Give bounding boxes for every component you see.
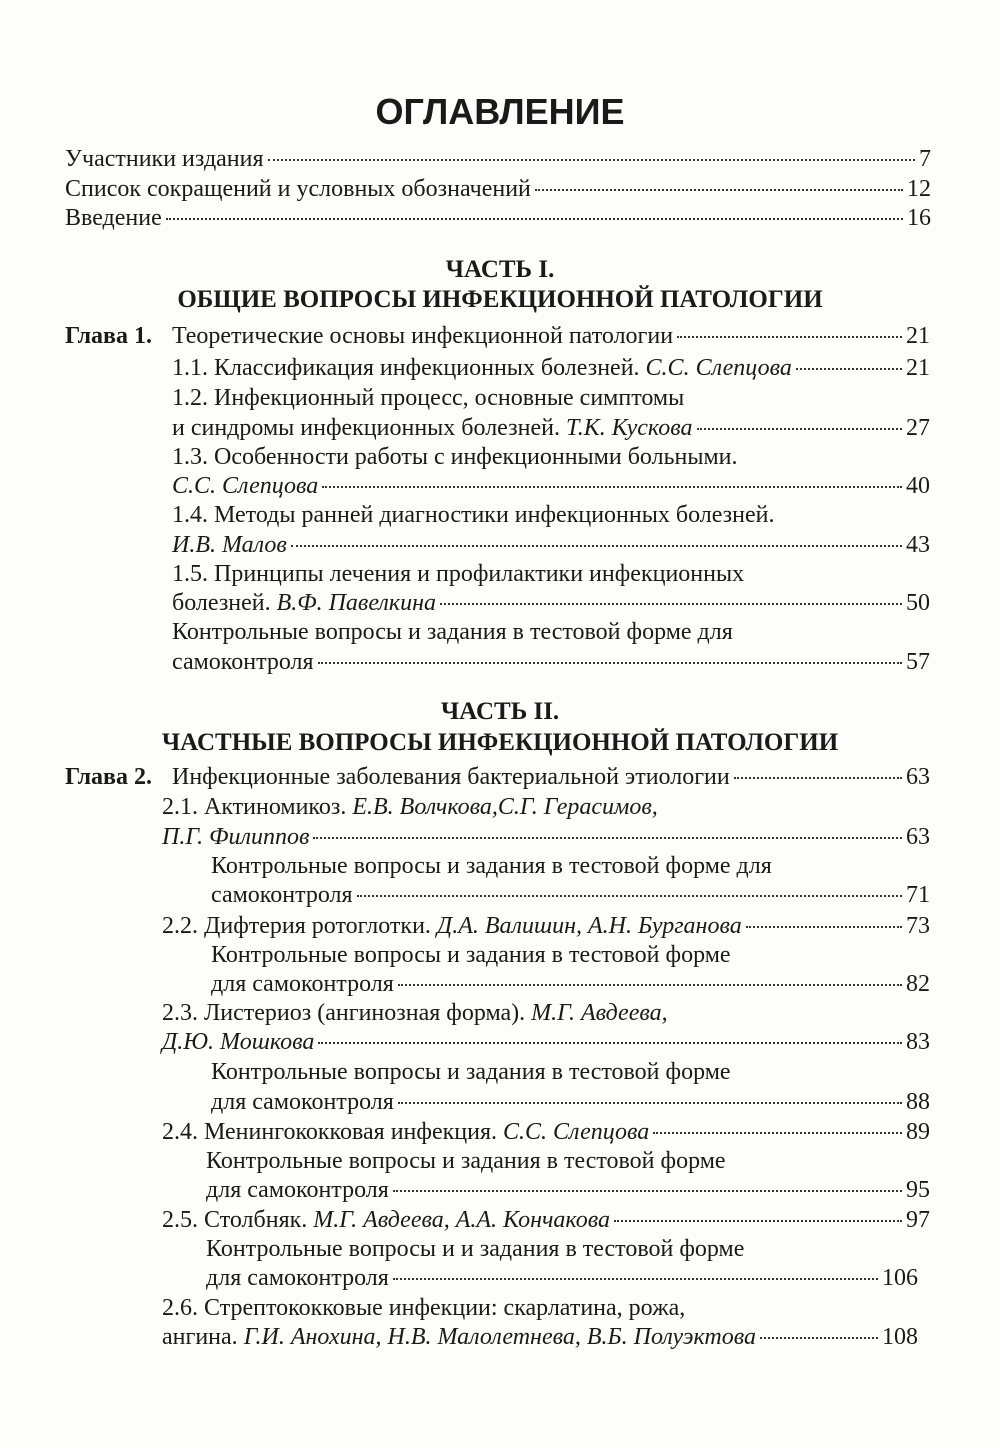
author: Д.А. Валишин, А.Н. Бурганова — [436, 913, 742, 939]
toc-entry-section[interactable] — [172, 472, 930, 501]
page-number: 83 — [906, 1029, 930, 1055]
part-label: ЧАСТЬ I. — [445, 256, 555, 283]
section-title: Контрольные вопросы и задания в тестовой форме для — [211, 853, 772, 879]
page-number: 82 — [906, 971, 930, 997]
page-number: 95 — [906, 1177, 930, 1203]
author: С.С. Слепцова — [172, 473, 319, 499]
toc-entry-subsection[interactable]: для самоконтроля 82 — [211, 971, 930, 997]
section-title: 1.2. Инфекционный процесс, основные симптомы — [172, 385, 685, 411]
page-number: 21 — [906, 323, 930, 349]
author: Т.К. Кускова — [565, 415, 693, 441]
toc-entry-chapter[interactable]: Теоретические основы инфекционной патологии 21 — [172, 323, 930, 349]
page-number: 27 — [906, 415, 930, 441]
part-title: ЧАСТНЫЕ ВОПРОСЫ ИНФЕКЦИОННОЙ ПАТОЛОГИИ — [161, 729, 839, 756]
toc-entry-section[interactable]: и синдромы инфекционных болезней. Т.К. Кускова 27 — [172, 415, 930, 441]
page-number: 63 — [906, 824, 930, 850]
toc-entry-section[interactable]: болезней. В.Ф. Павелкина 50 — [172, 590, 930, 616]
page-number: 88 — [906, 1089, 930, 1115]
section-title: Контрольные вопросы и задания в тестовой форме для — [172, 619, 733, 645]
page-number: 21 — [906, 355, 930, 381]
page-number: 7 — [919, 146, 931, 172]
page-number: 106 — [882, 1265, 918, 1291]
toc-entry-section[interactable] — [162, 823, 930, 852]
chapter-label: Глава 2. — [65, 764, 152, 790]
author: И.В. Малов — [172, 532, 287, 558]
section-title: Контрольные вопросы и задания в тестовой форме — [211, 942, 731, 968]
section-title: 1.3. Особенности работы с инфекционными больными. — [172, 444, 738, 470]
author: Д.Ю. Мошкова — [162, 1029, 315, 1055]
toc-entry-section[interactable]: самоконтроля 57 — [172, 649, 930, 675]
toc-entry-section[interactable]: 2.4. Менингококковая инфекция. С.С. Слепцова 89 — [162, 1119, 930, 1145]
author: М.Г. Авдеева, — [531, 1000, 668, 1026]
author: С.С. Слепцова — [502, 1119, 650, 1145]
author: М.Г. Авдеева, А.А. Кончакова — [313, 1207, 610, 1233]
page-number: 97 — [906, 1207, 930, 1233]
toc-entry-section[interactable] — [162, 1028, 930, 1057]
page-number: 89 — [906, 1119, 930, 1145]
part-title: ОБЩИЕ ВОПРОСЫ ИНФЕКЦИОННОЙ ПАТОЛОГИИ — [177, 286, 823, 313]
page-number: 16 — [907, 205, 931, 231]
page-number: 57 — [906, 649, 930, 675]
section-title: 2.1. Актиномикоз. Е.В. Волчкова,С.Г. Герасимов, — [162, 794, 658, 820]
author: П.Г. Филиппов — [162, 824, 310, 850]
toc-entry-section[interactable]: ангина. Г.И. Анохина, Н.В. Малолетнева, В.Б. Полуэктова 108 — [162, 1324, 918, 1350]
toc-entry-chapter[interactable]: Инфекционные заболевания бактериальной этиологии 63 — [172, 764, 930, 790]
page-number: 73 — [906, 913, 930, 939]
section-title: 2.6. Стрептококковые инфекции: скарлатина, рожа, — [162, 1295, 686, 1321]
toc-entry[interactable]: Введение 16 — [65, 205, 931, 231]
author: В.Ф. Павелкина — [276, 590, 437, 616]
toc-entry-subsection[interactable]: самоконтроля 71 — [211, 882, 930, 908]
section-title: 1.4. Методы ранней диагностики инфекционных болезней. — [172, 502, 775, 528]
page-number: 108 — [882, 1324, 918, 1350]
author: С.С. Слепцова — [645, 355, 792, 381]
section-title: 2.3. Листериоз (ангинозная форма). М.Г. Авдеева, — [162, 1000, 668, 1026]
page-number: 40 — [906, 473, 930, 499]
page-number: 12 — [907, 176, 931, 202]
section-title: 1.5. Принципы лечения и профилактики инфекционных — [172, 561, 745, 587]
toc-entry-subsection[interactable]: для самоконтроля 88 — [211, 1089, 930, 1115]
toc-entry-section[interactable]: 1.1. Классификация инфекционных болезней. С.С. Слепцова 21 — [172, 355, 930, 381]
toc-entry-section[interactable]: 2.2. Дифтерия ротоглотки. Д.А. Валишин, А.Н. Бурганова 73 — [162, 913, 930, 939]
page-title: ОГЛАВЛЕНИЕ — [375, 91, 625, 132]
toc-entry[interactable]: Участники издания 7 — [65, 146, 931, 172]
section-title: Контрольные вопросы и задания в тестовой форме — [211, 1059, 731, 1085]
page-number: 50 — [906, 590, 930, 616]
toc-entry-section[interactable] — [172, 531, 930, 560]
author: Е.В. Волчкова,С.Г. Герасимов, — [352, 794, 658, 820]
toc-entry[interactable]: Список сокращений и условных обозначений 12 — [65, 176, 931, 202]
toc-entry-subsection[interactable]: для самоконтроля 95 — [206, 1177, 930, 1203]
section-title: Контрольные вопросы и и задания в тестовой форме — [206, 1236, 745, 1262]
page-number: 43 — [906, 532, 930, 558]
author: Г.И. Анохина, Н.В. Малолетнева, В.Б. Полуэктова — [243, 1324, 756, 1350]
page-number: 71 — [906, 882, 930, 908]
page-number: 63 — [906, 764, 930, 790]
part-label: ЧАСТЬ II. — [440, 698, 560, 725]
section-title: Контрольные вопросы и задания в тестовой форме — [206, 1148, 726, 1174]
toc-entry-subsection[interactable]: для самоконтроля 106 — [206, 1265, 918, 1291]
chapter-label: Глава 1. — [65, 323, 152, 349]
toc-entry-section[interactable]: 2.5. Столбняк. М.Г. Авдеева, А.А. Кончакова 97 — [162, 1207, 930, 1233]
